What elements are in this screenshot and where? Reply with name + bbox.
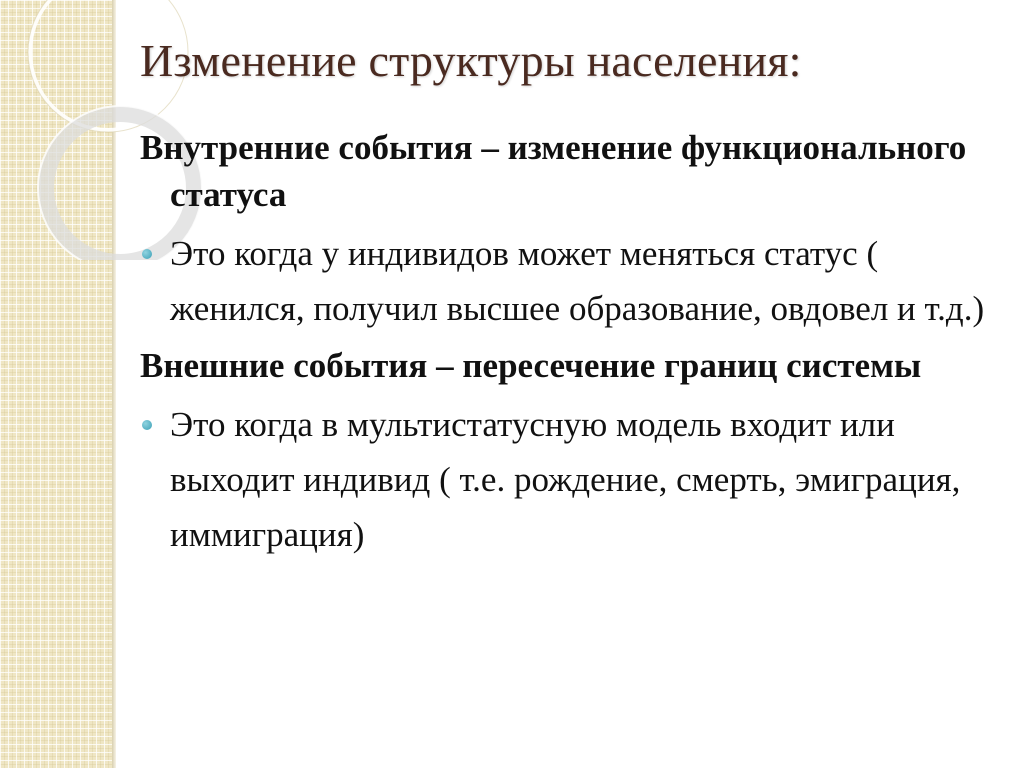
bullet-dot-icon bbox=[142, 420, 152, 430]
slide-body bbox=[140, 124, 990, 568]
section-heading-external-events: Внешние события – пересечение границ системы bbox=[140, 346, 922, 385]
bullet-dot-icon bbox=[142, 249, 152, 259]
bullet-text: Это когда в мультистатусную модель входит или выходит индивид ( т.е. рождение, смерть, эмиграция, иммиграция) bbox=[170, 405, 961, 554]
bullet-item-internal-events bbox=[140, 226, 990, 336]
bullet-item-external-events bbox=[140, 397, 990, 562]
bullet-text: Это когда у индивидов может меняться статус ( женился, получил высшее образование, овдовел и т.д.) bbox=[170, 234, 985, 328]
section-heading-internal-events: Внутренние события – изменение функционального статуса bbox=[140, 128, 967, 214]
slide-title: Изменение структуры населения: bbox=[140, 35, 802, 86]
